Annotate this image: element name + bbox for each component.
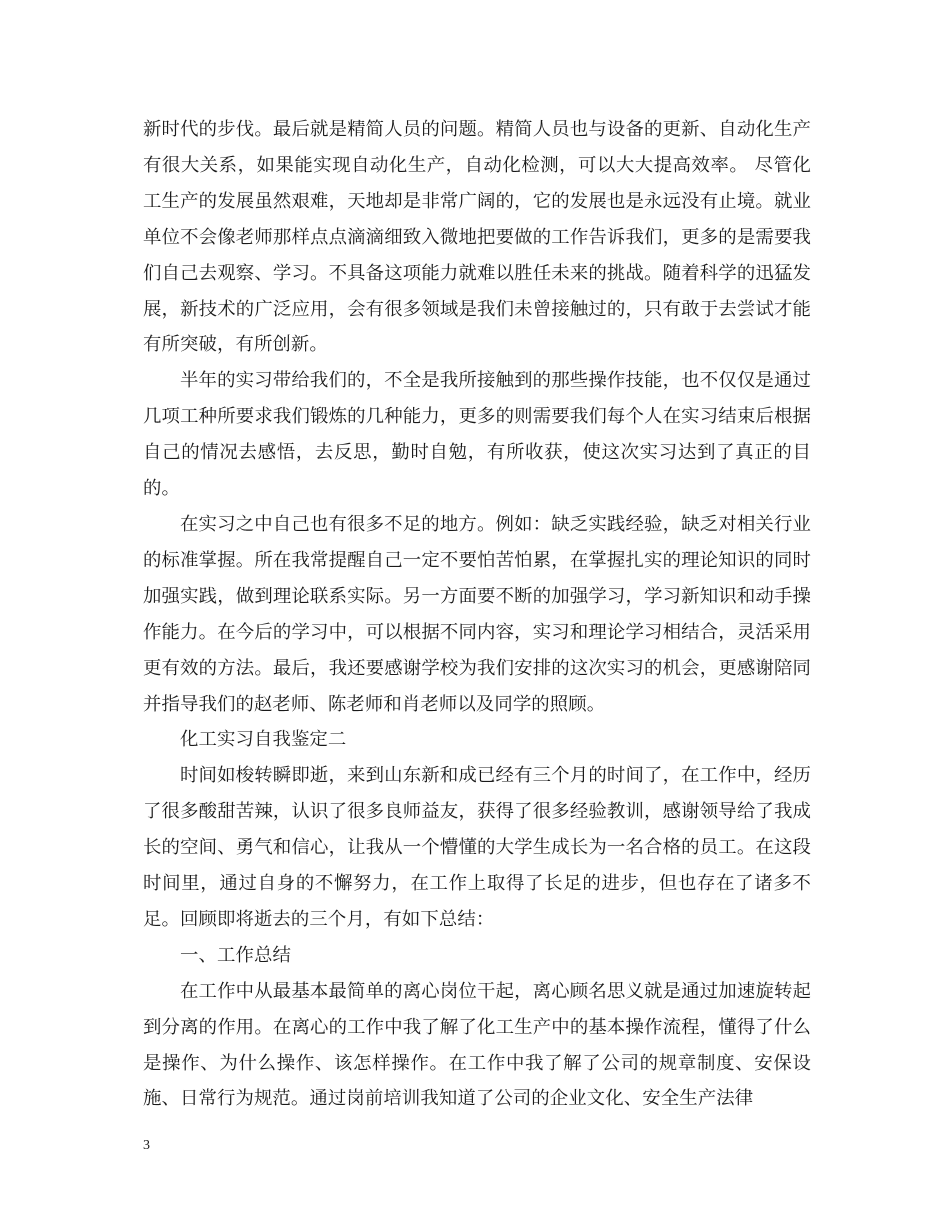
section-heading-self-assessment-2: 化工实习自我鉴定二 — [180, 729, 347, 751]
paragraph-1: 新时代的步伐。最后就是精简人员的问题。精简人员也与设备的更新、自动化生产有很大关系，如果能实现自动化生产，自动化检测，可以大大提高效率。 尽管化工生产的发展虽然艰难，天地却是非常广阔的，它的发展也是永远没有止境。就业单位不会像老师那样点点滴滴细致入微地把要做的工作告诉我们，更多的是需要我们自己去观察、学习。不具备这项能力就难以胜任未来的挑战。随着科学的迅猛发展，新技术的广泛应用，会有很多领域是我们未曾接触过的，只有敢于去尝试才能有所突破，有所创新。 — [143, 119, 811, 356]
document-body — [143, 112, 811, 1117]
paragraph-2: 半年的实习带给我们的，不全是我所接触到的那些操作技能，也不仅仅是通过几项工种所要求我们锻炼的几种能力，更多的则需要我们每个人在实习结束后根据自己的情况去感悟，去反思，勤时自勉，有所收获，使这次实习达到了真正的目的。 — [143, 370, 811, 500]
paragraph-4: 时间如梭转瞬即逝，来到山东新和成已经有三个月的时间了，在工作中，经历了很多酸甜苦辣，认识了很多良师益友，获得了很多经验教训，感谢领导给了我成长的空间、勇气和信心，让我从一个懵懂的大学生成长为一名合格的员工。在这段时间里，通过自身的不懈努力，在工作上取得了长足的进步，但也存在了诸多不足。回顾即将逝去的三个月，有如下总结： — [143, 765, 811, 930]
paragraph-5: 在工作中从最基本最简单的离心岗位干起，离心顾名思义就是通过加速旋转起到分离的作用。在离心的工作中我了解了化工生产中的基本操作流程，懂得了什么是操作、为什么操作、该怎样操作。在工作中我了解了公司的规章制度、安保设施、日常行为规范。通过岗前培训我知道了公司的企业文化、安全生产法律 — [143, 980, 811, 1110]
paragraph-3: 在实习之中自己也有很多不足的地方。例如：缺乏实践经验，缺乏对相关行业的标准掌握。所在我常提醒自己一定不要怕苦怕累，在掌握扎实的理论知识的同时加强实践，做到理论联系实际。另一方面要不断的加强学习，学习新知识和动手操作能力。在今后的学习中，可以根据不同内容，实习和理论学习相结合，灵活采用更有效的方法。最后，我还要感谢学校为我们安排的这次实习的机会，更感谢陪同并指导我们的赵老师、陈老师和肖老师以及同学的照顾。 — [143, 513, 811, 715]
page-number: 3 — [143, 1138, 150, 1153]
subheading-work-summary: 一、工作总结 — [180, 944, 291, 966]
